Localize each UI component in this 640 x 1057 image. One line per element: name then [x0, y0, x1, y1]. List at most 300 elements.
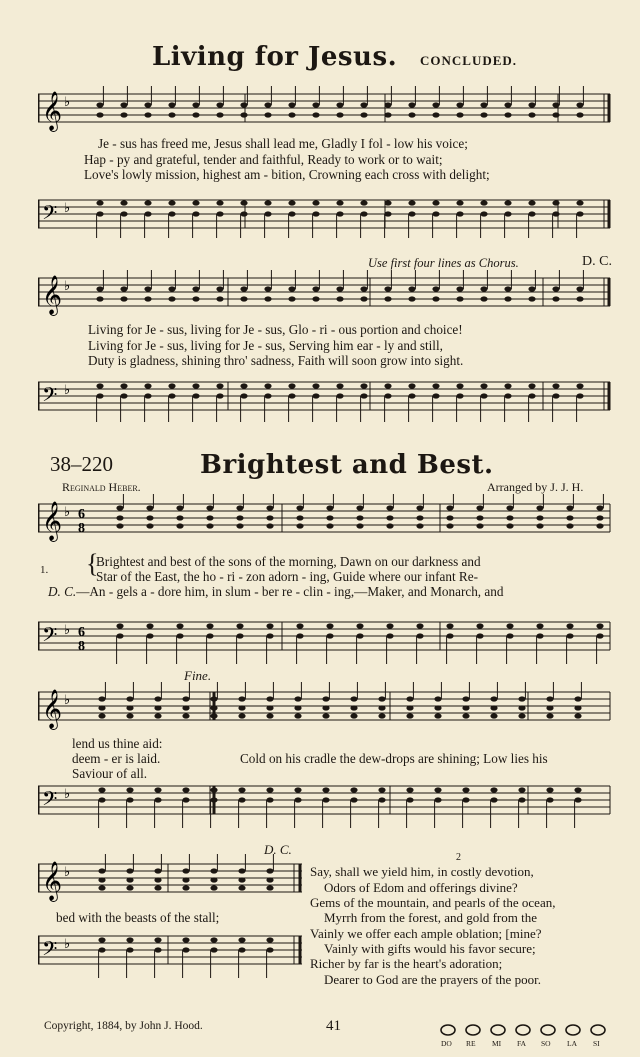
note-head [434, 797, 441, 802]
treble-staff-4 [38, 682, 612, 738]
note-head [312, 112, 319, 117]
note-head [432, 296, 439, 301]
bass-staff-2 [38, 372, 612, 424]
note-head [386, 623, 393, 628]
treble-staff-2 [38, 268, 612, 320]
note-head [96, 393, 103, 398]
note-head [168, 296, 175, 301]
note-head [288, 296, 295, 301]
note-head [182, 937, 189, 942]
note-head [296, 633, 303, 638]
note-head [566, 623, 573, 628]
line2-b: Cold on his cradle the dew-drops are shining; Low lies his [240, 751, 548, 766]
note-head [350, 713, 357, 718]
note-head [312, 286, 319, 291]
note-head [206, 505, 213, 510]
hymn2-title: Brightest and Best. [200, 450, 494, 480]
note-head [446, 523, 453, 528]
note-head [384, 102, 391, 107]
note-head [552, 286, 559, 291]
dc-marker-1: D. C. [582, 254, 612, 269]
note-head [154, 947, 161, 952]
note-head [210, 705, 217, 710]
note-head [490, 696, 497, 701]
note-head [266, 696, 273, 701]
note-head [434, 705, 441, 710]
note-head [266, 868, 273, 873]
note-head [432, 286, 439, 291]
note-head [120, 211, 127, 216]
note-head [210, 713, 217, 718]
bass-staff-1 [38, 190, 612, 242]
note-head [240, 200, 247, 205]
note-head [96, 112, 103, 117]
note-head [264, 393, 271, 398]
note-head [406, 713, 413, 718]
note-head [120, 296, 127, 301]
svg-text:𝄞: 𝄞 [42, 861, 63, 901]
note-head [546, 713, 553, 718]
note-head [240, 211, 247, 216]
note-head [216, 211, 223, 216]
note-head [144, 286, 151, 291]
note-head [236, 633, 243, 638]
note-head [406, 797, 413, 802]
note-head [504, 211, 511, 216]
note-head [264, 383, 271, 388]
note-head [504, 393, 511, 398]
note-head [206, 623, 213, 628]
note-head [378, 713, 385, 718]
note-head [490, 797, 497, 802]
note-head [182, 868, 189, 873]
note-head [536, 623, 543, 628]
note-head [322, 705, 329, 710]
note-head [480, 383, 487, 388]
note-head [546, 696, 553, 701]
note-head [446, 633, 453, 638]
note-head [240, 383, 247, 388]
note-head [296, 523, 303, 528]
note-head [416, 505, 423, 510]
note-head [236, 623, 243, 628]
note-head [154, 797, 161, 802]
note-head [596, 623, 603, 628]
note-head [144, 383, 151, 388]
fine-marker: Fine. [184, 668, 212, 683]
note-head [506, 523, 513, 528]
note-head [378, 705, 385, 710]
note-head [126, 947, 133, 952]
note-head [288, 112, 295, 117]
note-head [116, 505, 123, 510]
note-head [240, 286, 247, 291]
note-head [312, 102, 319, 107]
note-head [506, 505, 513, 510]
note-head [126, 885, 133, 890]
note-head [322, 797, 329, 802]
note-head [98, 937, 105, 942]
note-head [206, 515, 213, 520]
stanza2-line-8: Dearer to God are the prayers of the poor. [324, 972, 541, 987]
note-head [266, 623, 273, 628]
solfa-shapes [438, 1022, 616, 1040]
note-head [446, 623, 453, 628]
note-head [168, 200, 175, 205]
note-head [192, 211, 199, 216]
note-head [406, 696, 413, 701]
note-head [576, 102, 583, 107]
svg-text:𝄞: 𝄞 [42, 689, 63, 729]
note-head [384, 296, 391, 301]
note-head [266, 787, 273, 792]
note-head [576, 211, 583, 216]
note-head [518, 787, 525, 792]
note-head [294, 787, 301, 792]
note-head [210, 937, 217, 942]
note-head [576, 112, 583, 117]
note-head [294, 705, 301, 710]
note-head [98, 885, 105, 890]
page-number: 41 [326, 1018, 341, 1034]
note-head [192, 286, 199, 291]
solfa-mi: MI [492, 1039, 502, 1048]
note-head [266, 523, 273, 528]
note-head [528, 211, 535, 216]
note-head [408, 211, 415, 216]
note-head [288, 393, 295, 398]
note-head [476, 623, 483, 628]
line3-lyric: bed with the beasts of the stall; [56, 910, 220, 925]
svg-text:𝄢: 𝄢 [42, 201, 58, 229]
note-head [326, 623, 333, 628]
note-head [192, 383, 199, 388]
note-head [504, 102, 511, 107]
note-head [408, 102, 415, 107]
note-head [126, 868, 133, 873]
note-head [406, 787, 413, 792]
note-head [266, 505, 273, 510]
stanza2-line-6: Vainly with gifts would his favor secure; [324, 941, 536, 956]
note-head [210, 797, 217, 802]
svg-text:♭: ♭ [64, 382, 71, 397]
note-head [98, 713, 105, 718]
note-head [266, 885, 273, 890]
note-head [506, 633, 513, 638]
note-head [182, 947, 189, 952]
note-head [144, 112, 151, 117]
note-head [432, 383, 439, 388]
note-head [336, 296, 343, 301]
note-head [566, 633, 573, 638]
note-head [504, 200, 511, 205]
note-head [264, 102, 271, 107]
note-head [96, 286, 103, 291]
svg-text:♭: ♭ [64, 692, 71, 707]
note-head [182, 713, 189, 718]
note-head [168, 393, 175, 398]
note-head [120, 102, 127, 107]
note-head [336, 211, 343, 216]
note-head [168, 286, 175, 291]
note-head [552, 296, 559, 301]
note-head [312, 393, 319, 398]
note-head [356, 505, 363, 510]
note-head [96, 102, 103, 107]
hymn-subtitle: CONCLUDED. [420, 53, 518, 68]
stanza1-line-3-text: —An - gels a - dore him, in slum - ber re - clin - ing,—Maker, and Monarch, and [76, 584, 504, 599]
note-head [408, 112, 415, 117]
stanza2-line-1: Say, shall we yield him, in costly devotion, [310, 864, 534, 879]
note-head [408, 393, 415, 398]
note-head [504, 112, 511, 117]
stanza2-line-2: Odors of Edom and offerings divine? [324, 880, 518, 895]
note-head [574, 705, 581, 710]
note-head [504, 286, 511, 291]
note-head [154, 937, 161, 942]
note-head [322, 787, 329, 792]
note-head [356, 633, 363, 638]
note-head [98, 947, 105, 952]
note-head [416, 515, 423, 520]
note-head [518, 713, 525, 718]
line2-a-1: lend us thine aid: [72, 736, 163, 751]
line2-a-2: deem - er is laid. [72, 751, 161, 766]
note-head [264, 296, 271, 301]
note-head [326, 633, 333, 638]
note-head [566, 515, 573, 520]
treble-staff-5 [38, 854, 304, 910]
note-head [528, 102, 535, 107]
note-head [350, 705, 357, 710]
note-head [182, 696, 189, 701]
note-head [210, 877, 217, 882]
note-head [480, 393, 487, 398]
svg-text:𝄞: 𝄞 [42, 91, 63, 131]
note-head [240, 393, 247, 398]
bass-staff-4 [38, 776, 612, 832]
note-head [408, 200, 415, 205]
note-head [266, 947, 273, 952]
note-head [192, 296, 199, 301]
note-head [206, 633, 213, 638]
note-head [360, 102, 367, 107]
note-head [350, 696, 357, 701]
note-head [210, 787, 217, 792]
note-head [294, 696, 301, 701]
note-head [288, 102, 295, 107]
note-head [98, 705, 105, 710]
note-head [168, 383, 175, 388]
note-head [216, 102, 223, 107]
hymn-title: Living for Jesus. [152, 42, 398, 72]
note-head [480, 200, 487, 205]
verse-line-2: Hap - py and grateful, tender and faithful, Ready to work or to wait; [84, 152, 443, 167]
note-head [144, 393, 151, 398]
note-head [126, 937, 133, 942]
note-head [576, 393, 583, 398]
note-head [536, 515, 543, 520]
note-head [456, 393, 463, 398]
note-head [144, 200, 151, 205]
note-head [574, 797, 581, 802]
note-head [192, 200, 199, 205]
note-head [176, 633, 183, 638]
note-head [322, 696, 329, 701]
note-head [98, 787, 105, 792]
stanza2-line-3: Gems of the mountain, and pearls of the ocean, [310, 895, 556, 910]
note-head [434, 713, 441, 718]
note-head [182, 885, 189, 890]
solfa-fa: FA [517, 1039, 527, 1048]
note-head [360, 393, 367, 398]
note-head [350, 787, 357, 792]
stanza-brace: { [86, 549, 99, 578]
note-head [216, 296, 223, 301]
note-head [266, 713, 273, 718]
note-head [518, 797, 525, 802]
note-head [296, 505, 303, 510]
hymn-number: 38–220 [50, 452, 113, 476]
note-head [120, 383, 127, 388]
note-head [126, 797, 133, 802]
note-head [322, 713, 329, 718]
svg-text:8: 8 [78, 521, 85, 536]
note-head [490, 713, 497, 718]
note-head [480, 296, 487, 301]
note-head [552, 102, 559, 107]
note-head [456, 112, 463, 117]
note-head [596, 523, 603, 528]
note-head [240, 296, 247, 301]
note-head [408, 383, 415, 388]
note-head [476, 523, 483, 528]
svg-text:♭: ♭ [64, 278, 71, 293]
note-head [462, 787, 469, 792]
note-head [528, 286, 535, 291]
svg-text:𝄢: 𝄢 [42, 937, 58, 965]
note-head [182, 797, 189, 802]
verse-line-3: Love's lowly mission, highest am - bition, Crowning each cross with delight; [84, 167, 490, 182]
note-head [144, 296, 151, 301]
note-head [264, 200, 271, 205]
note-head [408, 286, 415, 291]
note-head [552, 383, 559, 388]
svg-text:♭: ♭ [64, 936, 71, 951]
note-head [236, 515, 243, 520]
note-head [326, 515, 333, 520]
note-head [384, 211, 391, 216]
note-head [264, 112, 271, 117]
note-head [154, 713, 161, 718]
note-head [552, 211, 559, 216]
note-head [210, 696, 217, 701]
note-head [120, 200, 127, 205]
svg-text:♭: ♭ [64, 786, 71, 801]
note-head [96, 296, 103, 301]
solfa-si: SI [593, 1039, 600, 1048]
dc-marker-2: D. C. [48, 584, 77, 599]
note-head [210, 868, 217, 873]
note-head [326, 505, 333, 510]
note-head [384, 286, 391, 291]
note-head [296, 515, 303, 520]
note-head [574, 787, 581, 792]
note-head [154, 787, 161, 792]
arranger: Arranged by J. J. H. [487, 480, 584, 494]
note-head [98, 877, 105, 882]
note-head [596, 633, 603, 638]
note-head [238, 787, 245, 792]
solfa-re: RE [466, 1039, 476, 1048]
note-head [238, 696, 245, 701]
note-head [146, 623, 153, 628]
svg-text:♭: ♭ [64, 622, 71, 637]
note-head [480, 211, 487, 216]
note-head [146, 505, 153, 510]
note-head [154, 877, 161, 882]
note-head [476, 505, 483, 510]
svg-text:𝄞: 𝄞 [42, 275, 63, 315]
stanza-number: 1. [40, 564, 49, 576]
chorus-line-1: Living for Je - sus, living for Je - sus, Glo - ri - ous portion and choice! [88, 322, 463, 337]
note-head [154, 885, 161, 890]
verse-line-1: Je - sus has freed me, Jesus shall lead me, Gladly I fol - low his voice; [98, 136, 468, 151]
svg-text:6: 6 [78, 507, 85, 522]
note-head [456, 200, 463, 205]
note-head [294, 797, 301, 802]
note-head [154, 868, 161, 873]
note-head [176, 505, 183, 510]
note-head [480, 286, 487, 291]
note-head [596, 505, 603, 510]
svg-text:8: 8 [78, 639, 85, 654]
note-head [552, 393, 559, 398]
note-head [182, 877, 189, 882]
note-head [238, 877, 245, 882]
note-head [238, 937, 245, 942]
note-head [408, 296, 415, 301]
note-head [144, 102, 151, 107]
note-head [552, 112, 559, 117]
note-head [566, 505, 573, 510]
note-head [350, 797, 357, 802]
note-head [120, 112, 127, 117]
note-head [378, 797, 385, 802]
note-head [528, 112, 535, 117]
note-head [386, 505, 393, 510]
note-head [360, 296, 367, 301]
note-head [312, 383, 319, 388]
note-head [312, 296, 319, 301]
note-head [432, 102, 439, 107]
note-head [236, 505, 243, 510]
note-head [576, 296, 583, 301]
stanza2-line-5: Vainly we offer each ample oblation; [mine? [310, 926, 542, 941]
note-head [504, 383, 511, 388]
note-head [416, 623, 423, 628]
note-head [456, 102, 463, 107]
note-head [238, 947, 245, 952]
note-head [182, 705, 189, 710]
note-head [236, 523, 243, 528]
note-head [462, 705, 469, 710]
stanza1-line-2: Star of the East, the ho - ri - zon adorn - ing, Guide where our infant Re- [96, 569, 478, 584]
note-head [490, 787, 497, 792]
note-head [356, 515, 363, 520]
note-head [154, 696, 161, 701]
note-head [386, 633, 393, 638]
